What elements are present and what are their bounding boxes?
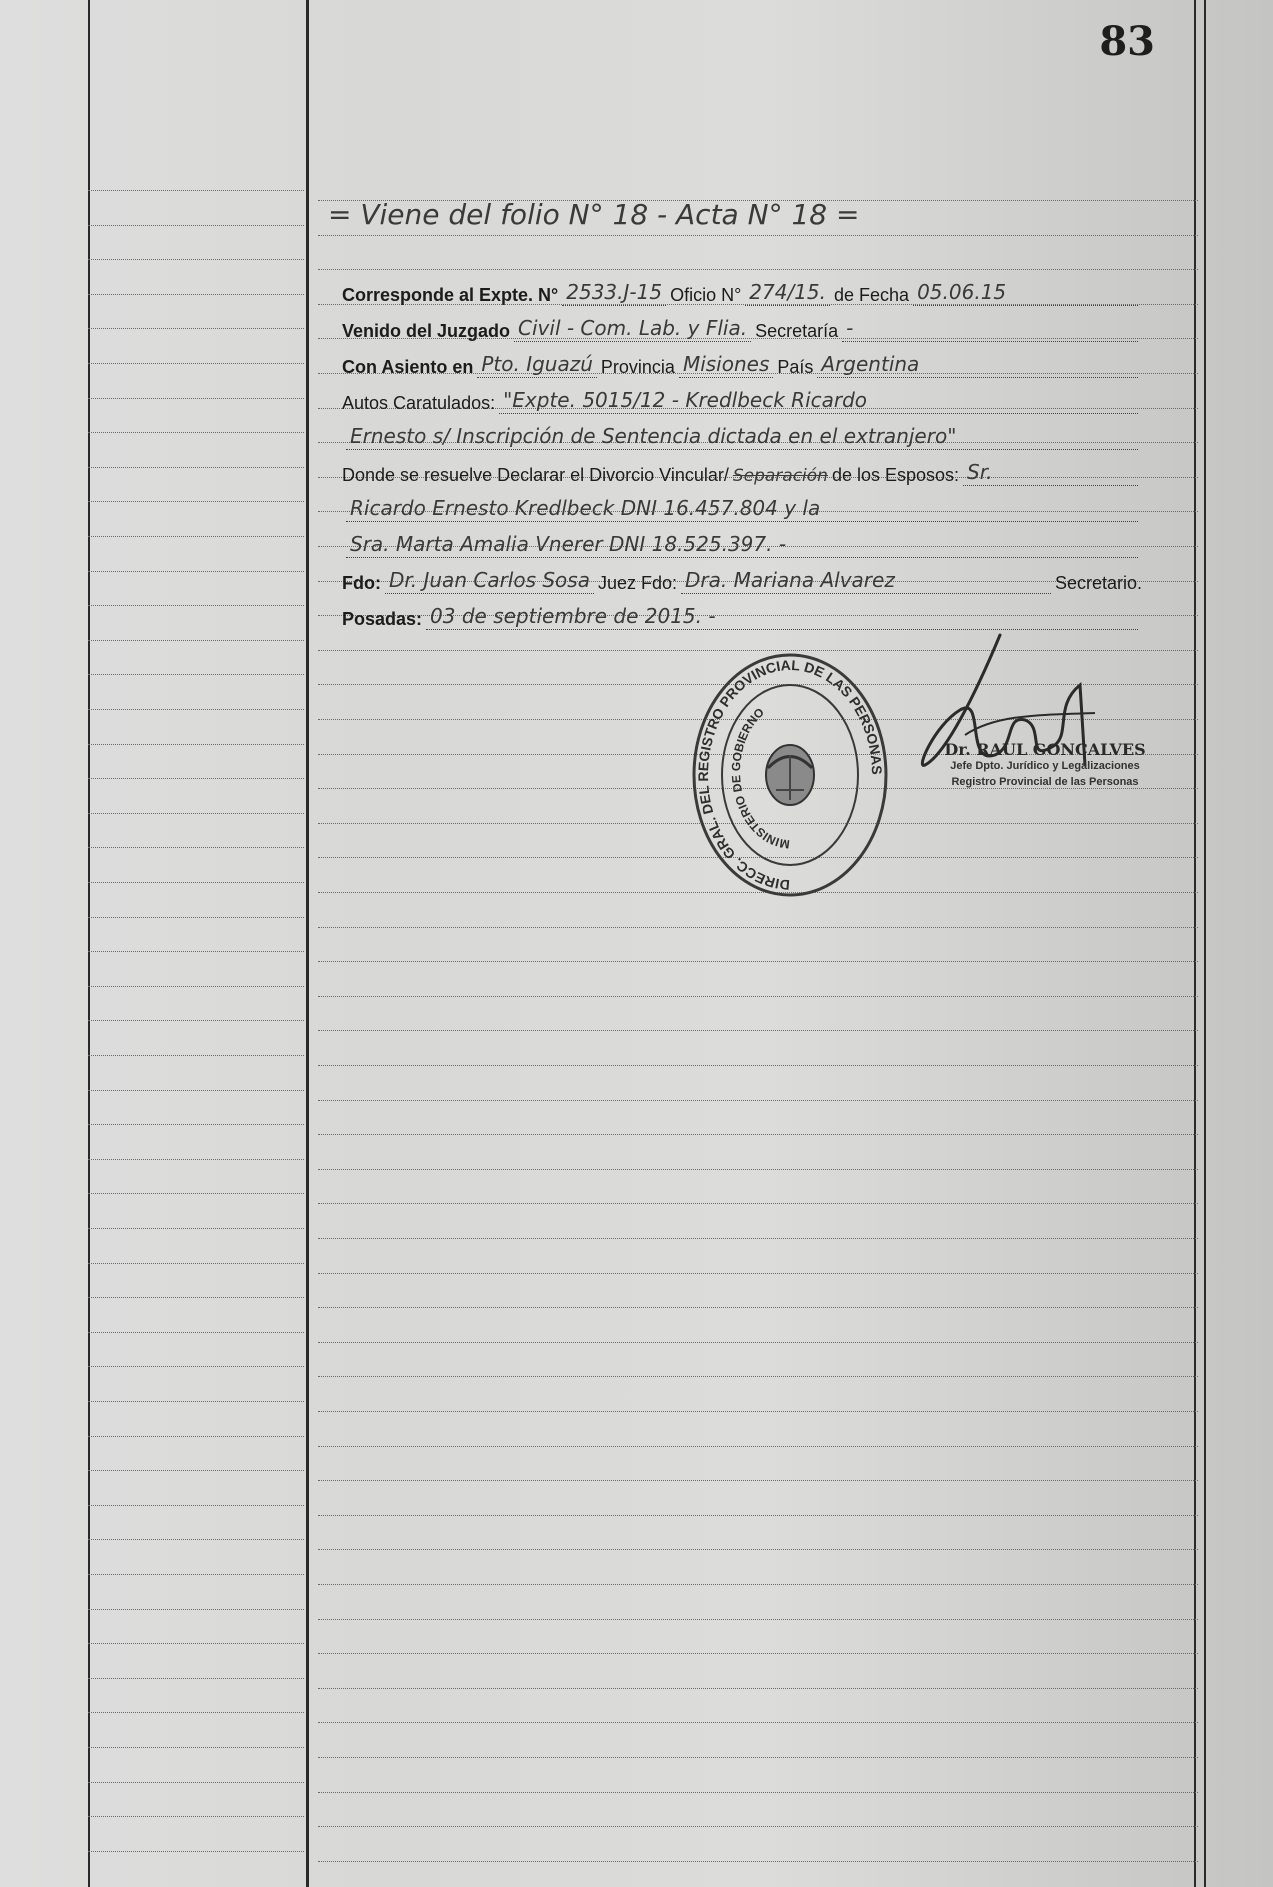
autos-value-line-2: Ernesto s/ Inscripción de Sentencia dictada en el extranjero"	[346, 424, 1138, 450]
ruled-line	[88, 709, 304, 710]
ruled-line	[88, 1090, 304, 1091]
ruled-line	[88, 398, 304, 399]
asiento-value: Pto. Iguazú	[477, 352, 597, 378]
form-row-autos	[342, 384, 1142, 414]
ruled-line	[88, 744, 304, 745]
column-divider-line	[306, 0, 309, 1887]
ruled-line	[88, 1470, 304, 1471]
ruled-line	[88, 467, 304, 468]
pais-value: Argentina	[817, 352, 1138, 378]
ruled-line	[318, 1688, 1198, 1689]
fecha-value: 05.06.15	[913, 280, 1138, 306]
ruled-line	[318, 1722, 1198, 1723]
fdo-value: Dr. Juan Carlos Sosa	[385, 568, 594, 594]
stamp-outer-text: DIRECC. GRAL. DEL REGISTRO PROVINCIAL DE LAS PERSONAS	[695, 656, 886, 894]
ruled-line	[318, 1826, 1198, 1827]
autos-label: Autos Caratulados:	[342, 393, 496, 413]
page-number: 83	[1099, 18, 1155, 65]
provincia-value: Misiones	[679, 352, 773, 378]
ruled-line	[88, 847, 304, 848]
ruled-line	[318, 1861, 1198, 1862]
ruled-line	[88, 1609, 304, 1610]
ruled-line	[318, 1273, 1198, 1274]
ruled-line	[88, 813, 304, 814]
ruled-line	[318, 1446, 1198, 1447]
secretaria-value: -	[842, 316, 1138, 342]
ruled-line	[318, 1203, 1198, 1204]
ruled-line	[318, 1411, 1198, 1412]
ruled-line	[88, 1712, 304, 1713]
form-row-resuelve	[342, 456, 1142, 486]
ruled-line	[88, 1678, 304, 1679]
right-edge-line	[1204, 0, 1206, 1887]
ruled-line	[88, 1263, 304, 1264]
esposos-value-line-2: Ricardo Ernesto Kredlbeck DNI 16.457.804 y la	[346, 496, 1138, 522]
ruled-line	[318, 1619, 1198, 1620]
form-row-autos-continued	[342, 420, 1142, 450]
ruled-line	[88, 1193, 304, 1194]
ruled-line	[88, 1332, 304, 1333]
ruled-line	[318, 1030, 1198, 1031]
ruled-line	[88, 1643, 304, 1644]
ruled-line	[318, 1100, 1198, 1101]
ruled-line	[318, 1757, 1198, 1758]
provincia-label: Provincia	[600, 357, 675, 377]
ruled-line	[88, 225, 304, 226]
ruled-line	[88, 882, 304, 883]
fdo-label: Fdo:	[342, 573, 381, 593]
oficio-value: 274/15.	[745, 280, 830, 306]
ruled-line	[88, 1782, 304, 1783]
ruled-line	[318, 1515, 1198, 1516]
ruled-line	[318, 1134, 1198, 1135]
posadas-label: Posadas:	[342, 609, 423, 629]
coat-of-arms-icon	[766, 745, 814, 805]
ruled-line	[318, 1792, 1198, 1793]
ruled-line	[318, 1376, 1198, 1377]
resuelve-struck-option: Separación	[732, 466, 828, 486]
esposos-value-line-1: Sr.	[963, 460, 1138, 486]
ruled-line	[318, 961, 1198, 962]
posadas-value: 03 de septiembre de 2015. -	[426, 604, 1138, 630]
ruled-line	[88, 363, 304, 364]
form-row-esposos-2	[342, 492, 1142, 522]
ruled-line	[318, 269, 1198, 270]
ruled-line	[88, 501, 304, 502]
ruled-line	[318, 1065, 1198, 1066]
left-ruled-column	[88, 0, 304, 1887]
ruled-line	[88, 986, 304, 987]
ruled-line	[318, 927, 1198, 928]
ruled-line	[318, 235, 1198, 236]
signature-block	[925, 742, 1165, 790]
juzgado-value: Civil - Com. Lab. y Flia.	[514, 316, 751, 342]
signatory-role-1: Jefe Dpto. Jurídico y Legalizaciones	[950, 760, 1140, 772]
expte-label: Corresponde al Expte. N°	[342, 285, 559, 305]
stamp-inner-text: MINISTERIO DE GOBIERNO	[728, 705, 791, 852]
ruled-line	[88, 1055, 304, 1056]
juzgado-label: Venido del Juzgado	[342, 321, 511, 341]
header-note: = Viene del folio N° 18 - Acta N° 18 =	[328, 198, 860, 231]
ruled-line	[88, 951, 304, 952]
pais-label: País	[777, 357, 814, 377]
ruled-line	[88, 1851, 304, 1852]
ruled-line	[88, 605, 304, 606]
ruled-line	[88, 917, 304, 918]
ruled-line	[318, 1584, 1198, 1585]
ruled-line	[88, 294, 304, 295]
ruled-line	[88, 432, 304, 433]
fecha-label: de Fecha	[834, 285, 910, 305]
ruled-line	[88, 1297, 304, 1298]
ruled-line	[88, 1505, 304, 1506]
secretario-label: Secretario.	[1054, 573, 1142, 593]
juez-label: Juez Fdo:	[597, 573, 678, 593]
ruled-line	[88, 674, 304, 675]
oficio-label: Oficio N°	[670, 285, 742, 305]
ruled-line	[88, 1159, 304, 1160]
ruled-line	[88, 778, 304, 779]
ruled-line	[88, 259, 304, 260]
ruled-line	[88, 1816, 304, 1817]
secretaria-label: Secretaría	[755, 321, 839, 341]
form-row-expte	[342, 276, 1142, 306]
ruled-line	[318, 1307, 1198, 1308]
ruled-line	[88, 1539, 304, 1540]
esposos-label: de los Esposos:	[831, 465, 960, 485]
form-row-esposos-3	[342, 528, 1142, 558]
ruled-line	[88, 190, 304, 191]
ruled-line	[318, 1238, 1198, 1239]
form-row-asiento	[342, 348, 1142, 378]
form-row-juzgado	[342, 312, 1142, 342]
ruled-line	[88, 536, 304, 537]
asiento-label: Con Asiento en	[342, 357, 474, 377]
ruled-line	[88, 1020, 304, 1021]
ruled-line	[88, 328, 304, 329]
signatory-role-2: Registro Provincial de las Personas	[951, 776, 1139, 788]
ruled-line	[318, 1653, 1198, 1654]
ruled-line	[88, 1401, 304, 1402]
ruled-line	[88, 571, 304, 572]
autos-value-line-1: "Expte. 5015/12 - Kredlbeck Ricardo	[499, 388, 1138, 414]
ruled-line	[88, 1574, 304, 1575]
juez-value: Dra. Mariana Alvarez	[681, 568, 1051, 594]
ruled-line	[88, 1747, 304, 1748]
ruled-line	[318, 1169, 1198, 1170]
resuelve-label: Donde se resuelve Declarar el Divorcio Vincular/	[342, 465, 729, 485]
ruled-line	[318, 996, 1198, 997]
ruled-line	[318, 1342, 1198, 1343]
ruled-line	[88, 640, 304, 641]
ruled-line	[88, 1124, 304, 1125]
ruled-line	[88, 1228, 304, 1229]
official-stamp	[690, 650, 890, 900]
expte-value: 2533.J-15	[562, 280, 666, 306]
signatory-name: Dr. RAUL GONCALVES	[944, 740, 1146, 759]
ruled-line	[318, 1480, 1198, 1481]
ruled-line	[318, 1549, 1198, 1550]
form-row-fdo	[342, 564, 1142, 594]
ruled-line	[88, 1366, 304, 1367]
ruled-line	[88, 1436, 304, 1437]
esposos-value-line-3: Sra. Marta Amalia Vnerer DNI 18.525.397. -	[346, 532, 1138, 558]
